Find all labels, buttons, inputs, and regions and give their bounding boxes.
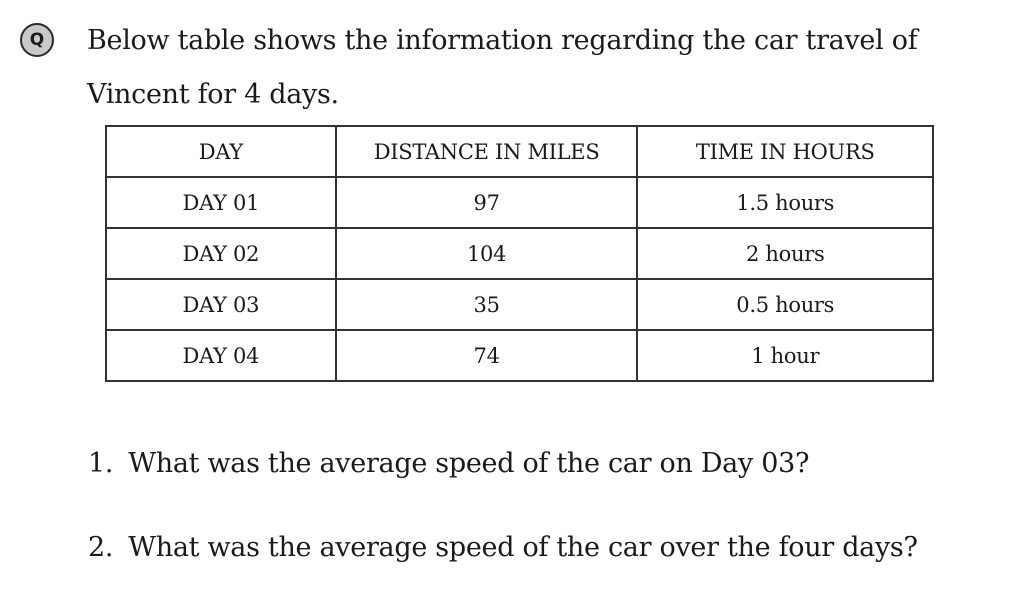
cell-time: 1 hour (637, 330, 933, 381)
cell-time: 1.5 hours (637, 177, 933, 228)
cell-day: DAY 01 (106, 177, 336, 228)
table-row (106, 177, 933, 228)
cell-day: DAY 04 (106, 330, 336, 381)
table-row (106, 330, 933, 381)
table-row (106, 228, 933, 279)
question-text: What was the average speed of the car on Day 03? (128, 448, 810, 479)
cell-time: 2 hours (637, 228, 933, 279)
question-list (88, 441, 918, 609)
question-badge-icon (20, 23, 54, 57)
question-item (88, 525, 918, 609)
question-item (88, 441, 918, 525)
table-row (106, 279, 933, 330)
cell-distance: 35 (336, 279, 638, 330)
cell-day: DAY 02 (106, 228, 336, 279)
header-distance: DISTANCE IN MILES (336, 126, 638, 177)
question-number: 1. (88, 448, 114, 479)
cell-distance: 74 (336, 330, 638, 381)
question-text: What was the average speed of the car over the four days? (128, 532, 918, 563)
cell-distance: 104 (336, 228, 638, 279)
travel-data-table (105, 125, 934, 382)
cell-day: DAY 03 (106, 279, 336, 330)
question-intro-text: Below table shows the information regarding the car travel of Vincent for 4 days. (87, 25, 918, 110)
cell-distance: 97 (336, 177, 638, 228)
header-time: TIME IN HOURS (637, 126, 933, 177)
header-day: DAY (106, 126, 336, 177)
question-number: 2. (88, 532, 114, 563)
table-header-row (106, 126, 933, 177)
question-badge-label: Q (29, 30, 45, 50)
cell-time: 0.5 hours (637, 279, 933, 330)
